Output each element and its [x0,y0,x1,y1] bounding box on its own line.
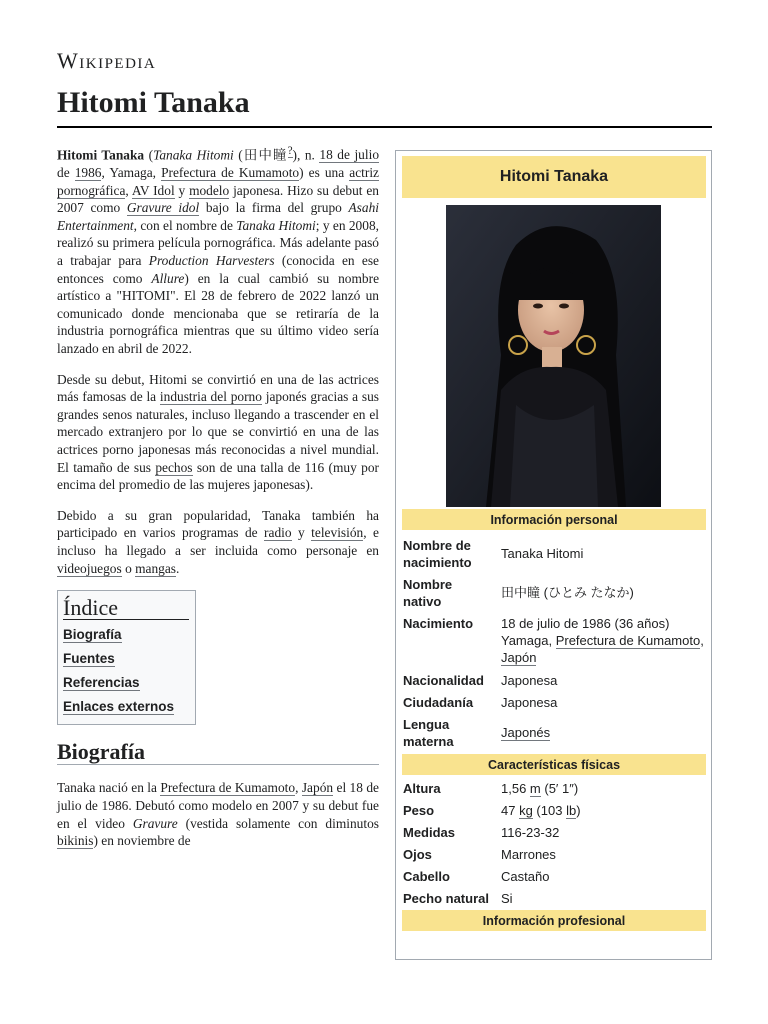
lead-paragraph-3 [57,507,379,577]
link-bikinis[interactable]: bikinis [57,833,94,849]
toc-item-label: Fuentes [63,650,115,666]
link-av-idol[interactable]: AV Idol [131,182,175,198]
link-japon[interactable]: Japón [301,780,334,796]
toc-item-referencias[interactable] [63,674,189,692]
infobox-row-mother-tongue [403,716,711,750]
text: Production Harvesters [148,253,275,269]
text: ( [144,147,154,163]
row-value: Marrones [501,847,556,862]
article-body [57,143,379,863]
text: o [121,560,136,576]
row-label: Medidas [403,825,456,840]
text: ) en la cual cambió su nombre artístico a "HITOMI". El 28 de febrero de 2022 lanzó un comunicado donde mencionaba que se retiraría de la industria pornográfica mientras que su último video sería lanzado en abril de 2022. [57,270,380,356]
text: Gravure [132,815,178,831]
text: Tanaka nació en la [57,780,161,796]
text: ) es una [299,165,350,181]
infobox-section-physical: Características físicas [402,754,706,775]
section-heading-biografia: Biografía [57,743,379,766]
text: 47 [501,803,520,818]
row-value: Castaño [501,869,550,884]
link-pechos[interactable]: pechos [155,459,193,475]
toc-item-label: Referencias [63,674,140,690]
subject-name: Hitomi Tanaka [57,147,145,163]
text: , [125,182,132,198]
infobox-row-citizenship [403,694,711,711]
link-libra[interactable]: lb [566,803,577,818]
row-label: Ciudadanía [403,695,474,710]
infobox-section-personal: Información personal [402,509,706,530]
text: ; y en 2008, realizó su primera película pornográfica. Más adelante pasó a trabajar para [57,217,379,269]
text: . [176,560,180,576]
infobox-row-eyes [403,846,711,863]
row-value: 116-23-32 [501,825,560,840]
link-japon-infobox[interactable]: Japón [501,650,537,665]
wikipedia-wordmark[interactable]: Wikipedia [57,48,157,73]
text: ) [576,803,581,818]
link-metro[interactable]: m [529,781,541,796]
infobox-row-nationality [403,672,711,689]
text: de [57,165,75,181]
infobox-row-birth [403,615,711,666]
row-value [501,802,711,819]
row-label: Cabello [403,869,450,884]
bio-paragraph [57,779,379,849]
infobox-row-birth-name [403,537,711,571]
text: (conocida en ese entonces como [57,253,379,286]
link-kumamoto[interactable]: Prefectura de Kumamoto [161,165,300,181]
row-value [491,716,711,750]
text: y [291,525,312,541]
text: Tanaka Hitomi [153,147,234,163]
link-kilogramo[interactable]: kg [519,803,533,818]
text: , [700,633,704,648]
text: 1,56 [501,781,530,796]
row-label: Peso [403,803,435,818]
row-value: Tanaka Hitomi [501,546,584,561]
text: japonés gracias a sus grandes senos naturales, incluso llegando a trascender en el mercado extranjero por lo que se convirtió en una de las actrices porno japonesas más reconocidas a nivel mundial. El tamaño de sus [57,389,379,475]
row-value [501,780,711,797]
text: Desde su debut, Hitomi se convirtió en una de las actrices más famosas de la [57,371,379,405]
text: , con el nombre de [133,217,237,233]
text: 18 de julio de 1986 (36 años) [501,616,670,631]
link-television[interactable]: televisión [311,525,364,541]
row-label: Altura [403,781,441,796]
infobox-row-weight [403,802,711,819]
text: bajo la firma del grupo [199,200,349,216]
text: ) en noviembre de [93,833,191,849]
text: Allure [151,270,185,286]
row-label: Pecho natural [403,891,489,906]
link-modelo[interactable]: modelo [189,182,230,198]
row-label: Nacimiento [403,616,474,631]
text: Asahi Entertainment [57,200,380,233]
link-industria-porno[interactable]: industria del porno [159,389,262,405]
link-japones[interactable]: Japonés [501,725,551,740]
row-value: 田中瞳 (ひとみ たなか) [501,585,634,600]
toc-item-label: Enlaces externos [63,698,175,714]
row-value: Si [501,891,513,906]
text: japonesa. Hizo su debut en 2007 como [57,182,379,216]
infobox [395,150,712,960]
infobox-row-native-name [403,576,711,610]
row-value [501,615,711,666]
text: el 18 de julio de 1986. Debutó como modelo en 2007 y su debut fue en el video [57,780,379,831]
row-label: Nombre de nacimiento [403,538,472,570]
row-label: Nacionalidad [403,673,484,688]
page-title: Hitomi Tanaka [57,86,250,119]
text: , Yamaga, [101,165,162,181]
infobox-row-hair [403,868,711,885]
text: , e incluso ha llegado a ser incluida como personaje en [57,525,379,558]
link-gravure-idol[interactable]: Gravure idol [126,200,200,216]
row-label: Lengua materna [403,717,454,749]
infobox-title: Hitomi Tanaka [402,156,706,198]
text: (田中瞳 [233,147,288,163]
toc-item-fuentes[interactable] [63,650,189,668]
lead-paragraph-2 [57,371,379,494]
link-birth-date[interactable]: 18 de julio [319,147,380,163]
text: (5′ 1″) [540,781,579,796]
link-prefectura[interactable]: Prefectura de Kumamoto [555,633,701,648]
toc-title: Índice [63,599,189,620]
text: Debido a su gran popularidad, Tanaka también ha participado en varios programas de [57,507,379,541]
infobox-section-professional: Información profesional [402,910,706,931]
title-divider [57,126,712,128]
text: son de una talla de 116 (muy por encima del promedio de las mujeres japonesas). [57,459,379,493]
text: (vestida solamente con diminutos [177,815,379,831]
link-radio[interactable]: radio [264,525,292,541]
row-label: Nombre nativo [403,577,453,609]
text: Yamaga, [501,633,556,648]
row-value: Japonesa [501,695,558,710]
link-birth-year[interactable]: 1986 [74,165,102,181]
row-label: Ojos [403,847,432,862]
text: Tanaka Hitomi [236,217,316,233]
link-videojuegos[interactable]: videojuegos [57,560,122,576]
toc-item-enlaces-externos[interactable] [63,698,189,716]
link-actriz[interactable]: actriz pornográfica [57,165,379,198]
infobox-row-height [403,780,711,797]
text: (103 [532,803,567,818]
toc-item-biografia[interactable] [63,626,189,644]
text: , [295,780,302,796]
infobox-row-natural-chest [403,890,711,907]
pronunciation-help-link[interactable]: ? [287,145,293,157]
link-kumamoto-bio[interactable]: Prefectura de Kumamoto [160,780,296,796]
table-of-contents [57,590,196,725]
lead-paragraph-1 [57,143,379,358]
text: ), n. [292,147,320,163]
portrait-photo[interactable] [446,205,661,507]
text: y [174,182,190,198]
link-mangas[interactable]: mangas [135,560,177,576]
toc-item-label: Biografía [63,626,122,642]
row-value: Japonesa [501,673,558,688]
infobox-row-measurements [403,824,711,841]
